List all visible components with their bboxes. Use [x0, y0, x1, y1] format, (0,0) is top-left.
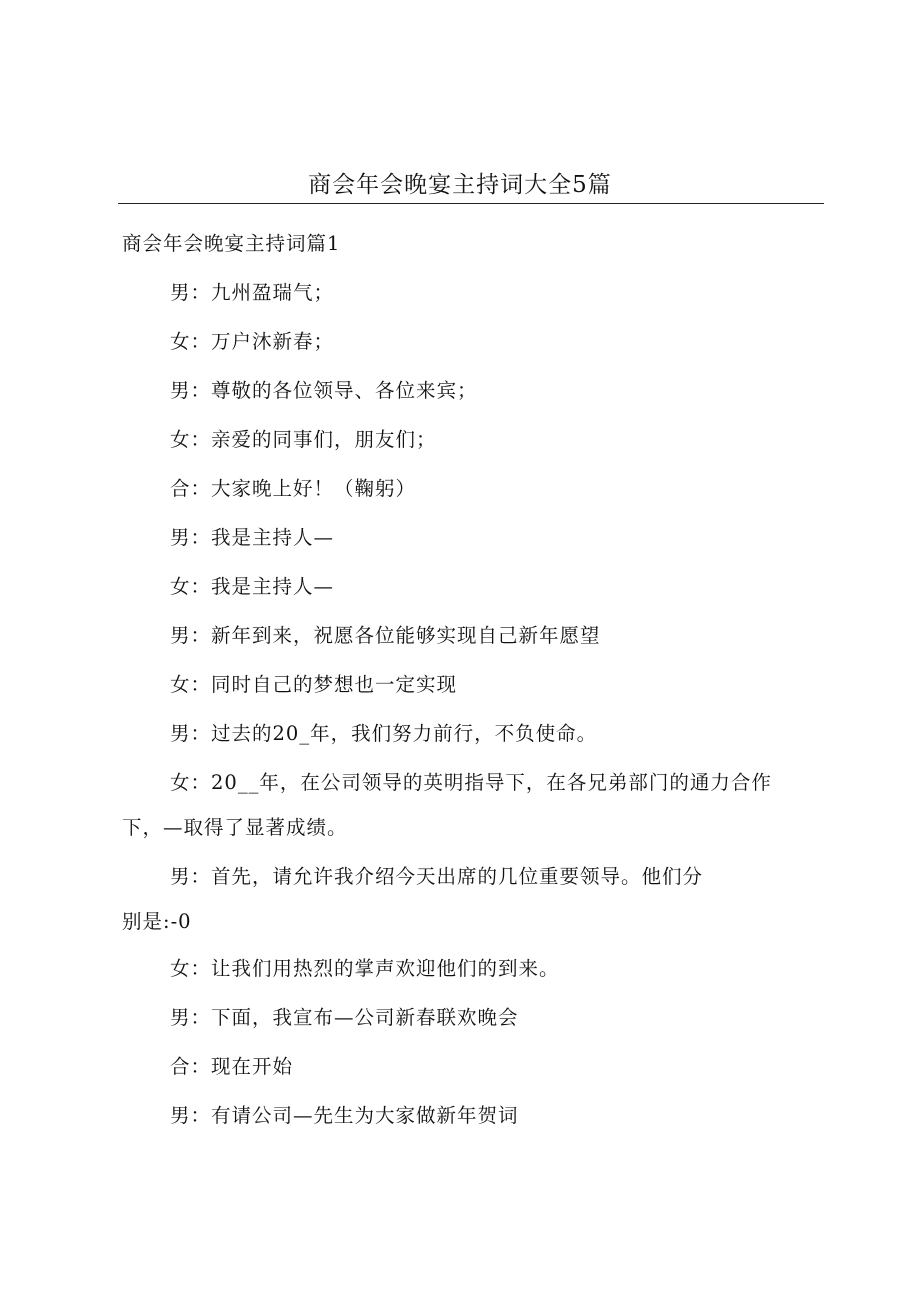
script-line: 女：万户沐新春；: [170, 330, 335, 353]
script-line: 男：尊敬的各位领导、各位来宾；: [170, 379, 478, 402]
section-heading: 商会年会晚宴主持词篇1: [122, 232, 341, 255]
script-line: 女：亲爱的同事们，朋友们；: [170, 428, 437, 451]
script-line: 女：让我们用热烈的掌声欢迎他们的到来。: [170, 957, 560, 980]
script-line: 男：过去的20_年，我们努力前行，不负使命。: [170, 722, 598, 745]
script-line: 合：现在开始: [170, 1055, 294, 1078]
script-line: 男：我是主持人—: [170, 526, 335, 549]
script-line: 男：新年到来，祝愿各位能够实现自己新年愿望: [170, 624, 601, 647]
document-body: [122, 227, 812, 1148]
title-divider: [118, 203, 824, 204]
script-line: 男：下面，我宣布—公司新春联欢晚会: [170, 1006, 519, 1029]
script-line: 男：有请公司—先生为大家做新年贺词: [170, 1104, 519, 1127]
document-title: 商会年会晚宴主持词大全5篇: [308, 172, 612, 198]
script-line: 男：九州盈瑞气；: [170, 281, 335, 304]
script-line: 女：我是主持人—: [170, 575, 335, 598]
script-line-continuation: 别是:-0: [122, 910, 192, 933]
script-line: 女：20__年，在公司领导的英明指导下，在各兄弟部门的通力合作: [170, 771, 772, 794]
script-line: 合：大家晚上好！（鞠躬）: [170, 477, 417, 500]
script-line: 女：同时自己的梦想也一定实现: [170, 673, 458, 696]
script-line: 男：首先，请允许我介绍今天出席的几位重要领导。他们分: [170, 865, 704, 888]
script-line-continuation: 下，—取得了显著成绩。: [122, 816, 348, 839]
